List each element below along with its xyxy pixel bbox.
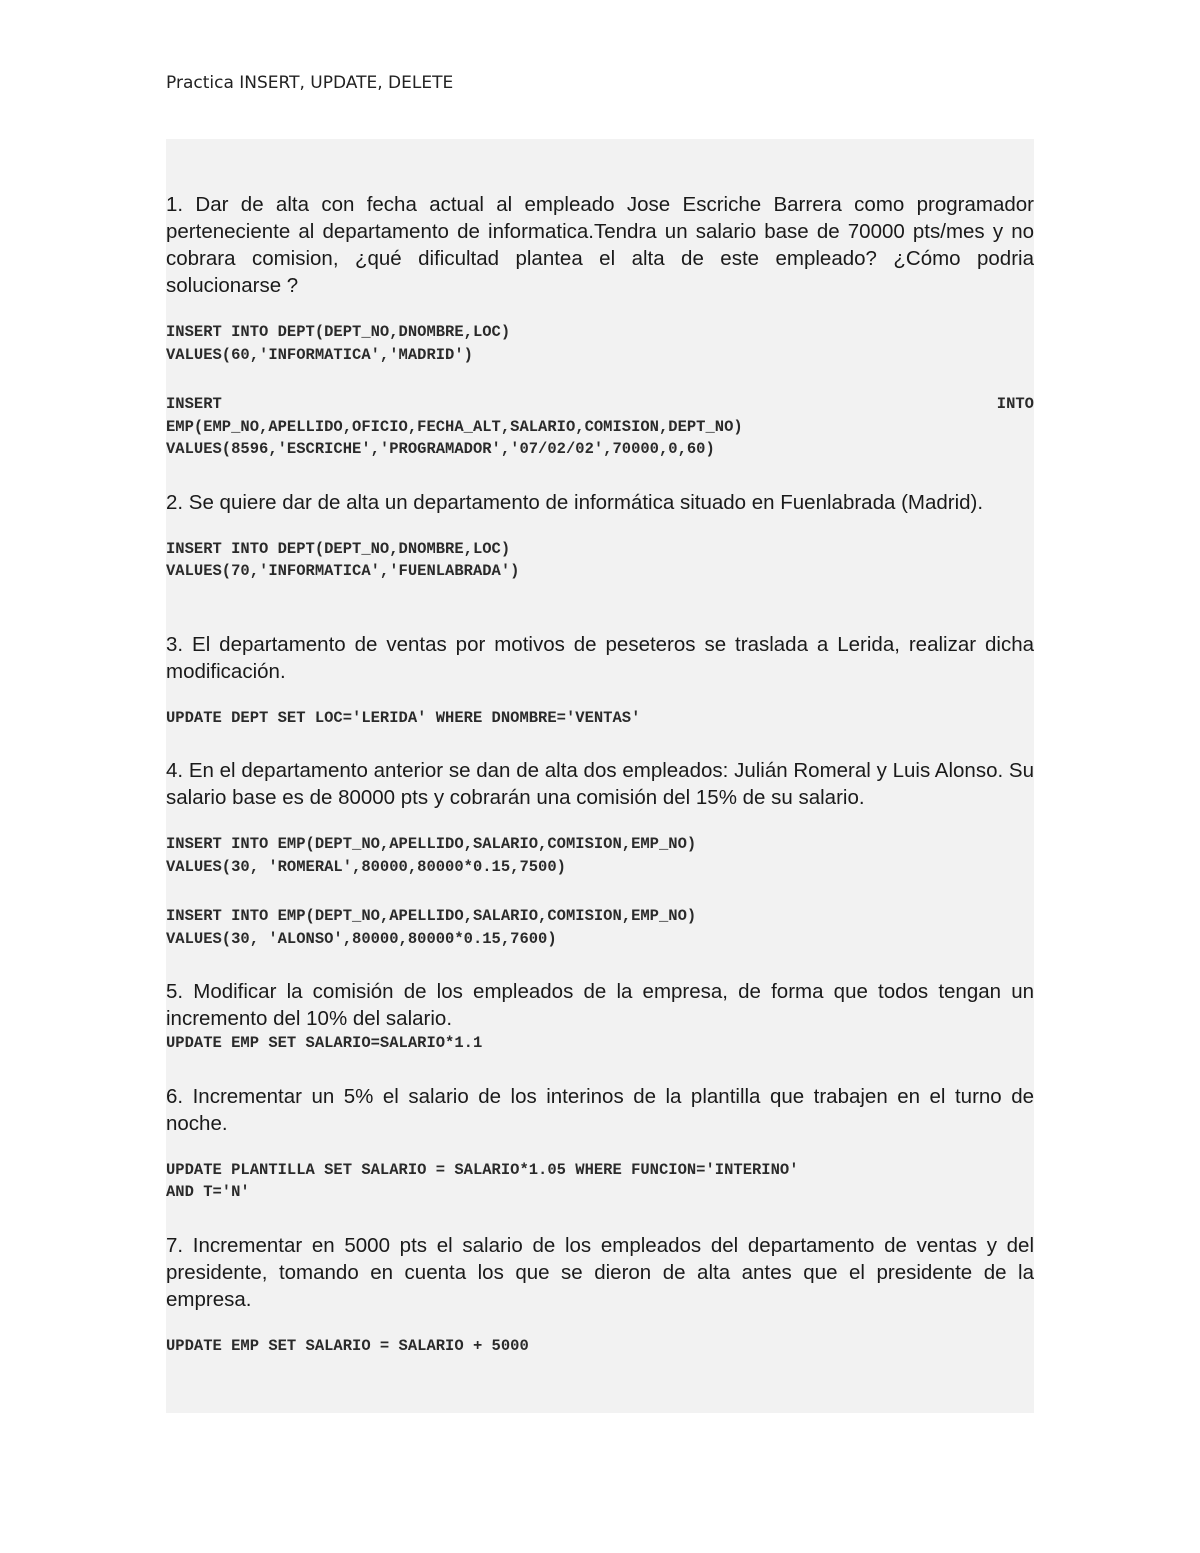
sql-code <box>166 1159 1034 1204</box>
sql-code <box>166 538 1034 583</box>
code-line: VALUES(70,'INFORMATICA','FUENLABRADA') <box>166 562 520 580</box>
sql-code <box>166 707 1034 730</box>
sql-code <box>166 416 1034 461</box>
exercise-panel <box>166 139 1034 1413</box>
code-line: VALUES(30, 'ALONSO',80000,80000*0.15,7600) <box>166 929 557 948</box>
question-4: 4. En el departamento anterior se dan de alta dos empleados: Julián Romeral y Luis Alonso. Su salario base es de 80000 pts y cobrarán una comisión del 15% de su salario. <box>166 759 1034 809</box>
code-line: AND T='N' <box>166 1183 250 1201</box>
code-line: UPDATE EMP SET SALARIO = SALARIO + 5000 <box>166 1336 529 1355</box>
code-line: VALUES(60,'INFORMATICA','MADRID') <box>166 345 473 364</box>
code-word: INSERT <box>166 395 222 413</box>
code-line: EMP(EMP_NO,APELLIDO,OFICIO,FECHA_ALT,SALARIO,COMISION,DEPT_NO) <box>166 417 743 436</box>
sql-code <box>166 833 1034 878</box>
question-5: 5. Modificar la comisión de los empleados de la empresa, de forma que todos tengan un incremento del 10% del salario. <box>166 980 1034 1030</box>
code-line: INSERT INTO DEPT(DEPT_NO,DNOMBRE,LOC) <box>166 539 511 558</box>
question-3: 3. El departamento de ventas por motivos de peseteros se traslada a Lerida, realizar dicha modificación. <box>166 632 1034 683</box>
code-line: UPDATE PLANTILLA SET SALARIO = SALARIO*1.05 WHERE FUNCION='INTERINO' <box>166 1160 799 1179</box>
sql-code <box>166 905 1034 950</box>
question-7: 7. Incrementar en 5000 pts el salario de los empleados del departamento de ventas y del presidente, tomando en cuenta los que se dieron de alta antes que el presidente de la empresa. <box>166 1233 1034 1311</box>
code-line: VALUES(30, 'ROMERAL',80000,80000*0.15,7500) <box>166 857 566 876</box>
code-line: INSERT INTO EMP(DEPT_NO,APELLIDO,SALARIO,COMISION,EMP_NO) <box>166 907 697 925</box>
question-1: 1. Dar de alta con fecha actual al empleado Jose Escriche Barrera como programador perteneciente al departamento de informatica.Tendra un salario base de 70000 pts/mes y no cobrara comision, ¿qué dificultad plantea el alta de este empleado? ¿Cómo podria solucionarse ? <box>166 193 1034 297</box>
code-line-justified <box>166 393 1034 416</box>
code-word: INTO <box>996 395 1034 413</box>
sql-code <box>166 321 1034 366</box>
sql-code <box>166 1335 1034 1358</box>
code-line: UPDATE DEPT SET LOC='LERIDA' WHERE DNOMBRE='VENTAS' <box>166 708 641 727</box>
question-6: 6. Incrementar un 5% el salario de los interinos de la plantilla que trabajen en el turno de noche. <box>166 1084 1034 1135</box>
code-line: VALUES(8596,'ESCRICHE','PROGRAMADOR','07/02/02',70000,0,60) <box>166 440 715 458</box>
question-2: 2. Se quiere dar de alta un departamento de informática situado en Fuenlabrada (Madrid). <box>166 490 984 514</box>
code-line: INSERT INTO EMP(DEPT_NO,APELLIDO,SALARIO,COMISION,EMP_NO) <box>166 835 697 853</box>
code-line: UPDATE EMP SET SALARIO=SALARIO*1.1 <box>166 1034 483 1052</box>
code-line: INSERT INTO DEPT(DEPT_NO,DNOMBRE,LOC) <box>166 323 511 341</box>
page-header: Practica INSERT, UPDATE, DELETE <box>166 73 454 93</box>
sql-code <box>166 1032 1034 1055</box>
